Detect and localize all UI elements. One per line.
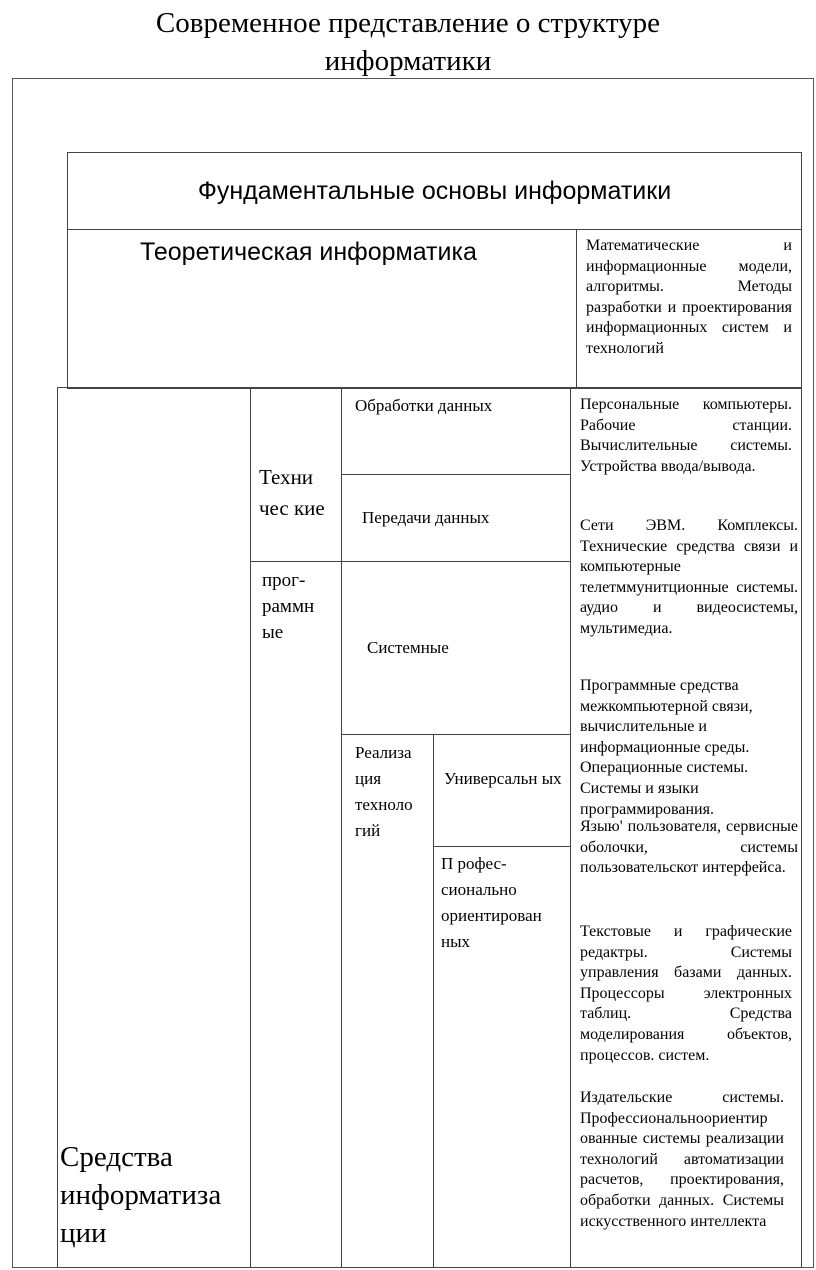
transmission-description: Сети ЭВМ. Комплексы. Технические средства связи и компьютерные телетммунитционные системы. аудио и видеосистемы, мультимедиа. bbox=[580, 517, 798, 637]
universal-label: Универсальн ых bbox=[444, 769, 562, 788]
professional-label: П рофес- сионально ориентирован ных bbox=[441, 854, 542, 951]
means-label: Средства информатиза ции bbox=[60, 1141, 222, 1249]
system-label: Системные bbox=[367, 638, 449, 657]
office-description: Текстовые и графические редактры. Системы управления базами данных. Процессоры электронных таблиц. Средства моделирования объектов, процессов. систем. bbox=[580, 923, 792, 1064]
system-description: Программные средства межкомпьютерной связи, вычислительные и информационные среды. Операционные системы. Системы и языки программирования. bbox=[580, 677, 753, 818]
tech-impl-label: Реализа ция техноло гий bbox=[355, 743, 413, 840]
technical-label: Техни чес кие bbox=[259, 465, 325, 520]
theoretical-label: Теоретическая информатика bbox=[140, 238, 477, 266]
page-title: Современное представление о структуре информатики bbox=[155, 7, 661, 77]
software-label: прог- раммн ые bbox=[262, 570, 315, 643]
transmission-label: Передачи данных bbox=[362, 508, 490, 527]
row-divider-system bbox=[341, 734, 570, 735]
professional-description: Издательские системы. Профессиональноориентир ованные системы реализации технологий автоматизации расчетов, проектирования, обработки данных. Системы искусственного интеллекта bbox=[580, 1089, 784, 1230]
fundamental-header: Фундаментальные основы информатики bbox=[67, 152, 802, 230]
universal-description: Языю' пользователя, сервисные оболочки, системы пользовательскот интерфейса. bbox=[580, 818, 798, 877]
row-divider-technical bbox=[250, 561, 570, 562]
processing-description: Персональные компьютеры. Рабочие станции. Вычислительные системы. Устройства ввода/вывода. bbox=[580, 396, 792, 475]
theoretical-divider bbox=[576, 229, 577, 389]
column-divider-3 bbox=[433, 734, 434, 1268]
row-divider-universal bbox=[433, 846, 570, 847]
column-divider-4 bbox=[570, 387, 571, 1268]
row-divider-processing bbox=[341, 474, 570, 475]
column-divider-2b bbox=[341, 734, 342, 1268]
theoretical-description: Математические и информационные модели, алгоритмы. Методы разработки и проектирования информационных систем и технологий bbox=[586, 237, 792, 357]
column-divider-1 bbox=[250, 387, 251, 1268]
processing-label: Обработки данных bbox=[355, 396, 493, 415]
